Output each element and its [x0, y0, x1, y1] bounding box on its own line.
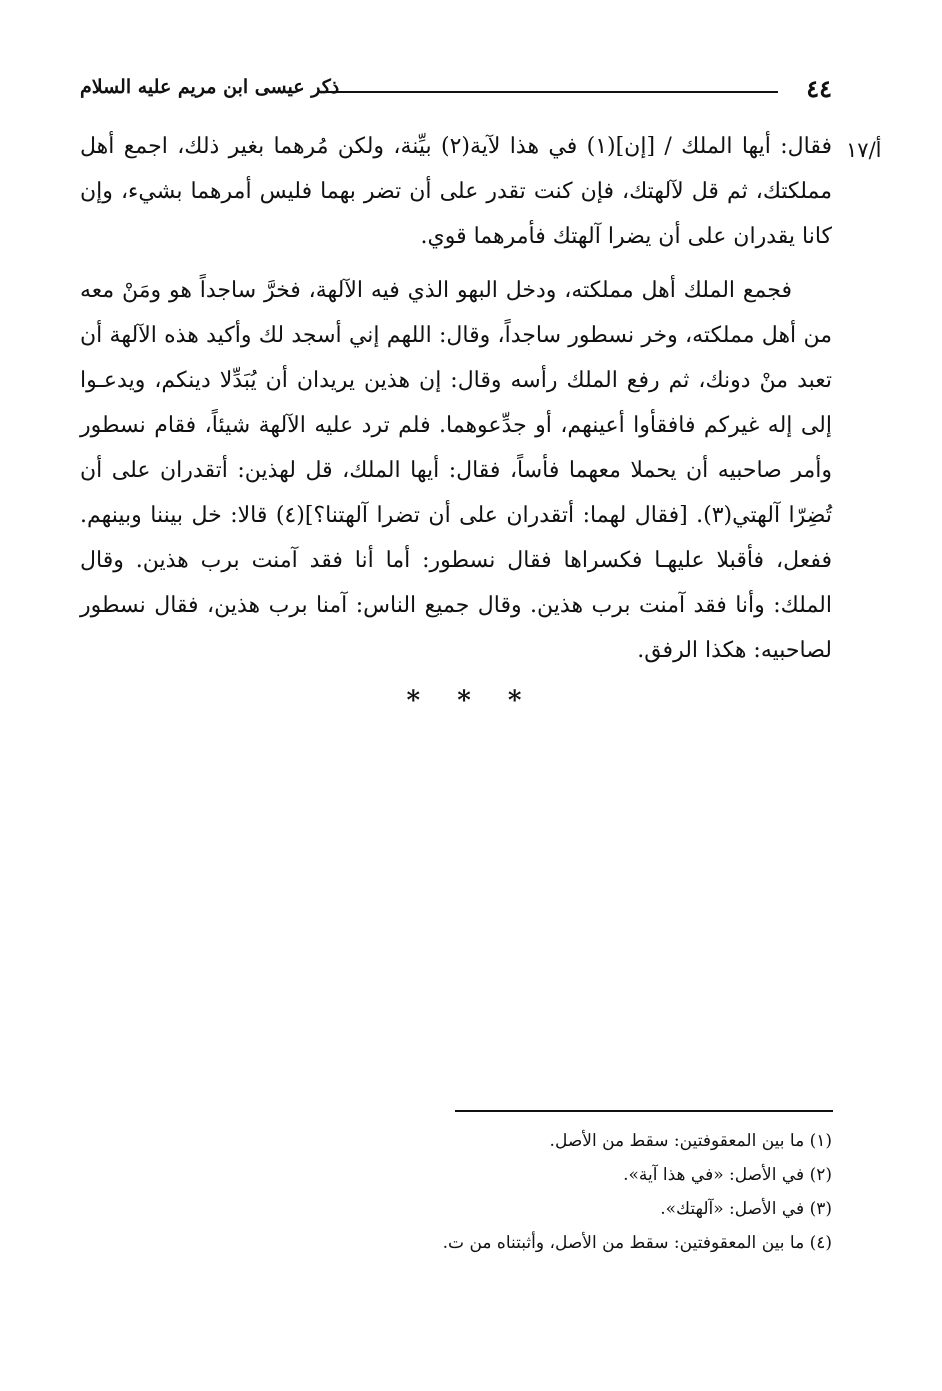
footnote-1: (١) ما بين المعقوفتين: سقط من الأصل.	[549, 1131, 832, 1151]
footnotes	[80, 1124, 832, 1260]
footnote-4: (٤) ما بين المعقوفتين: سقط من الأصل، وأثبتناه من ت.	[442, 1233, 832, 1253]
section-separator: * * *	[406, 686, 536, 716]
page-number: ٤٤	[806, 74, 832, 103]
footnote-rule	[455, 1110, 833, 1112]
page-header	[80, 74, 832, 104]
footnote-3: (٣) في الأصل: «آلهتك».	[660, 1199, 832, 1219]
running-title: ذكر عيسى ابن مريم عليه السلام	[80, 76, 340, 98]
paragraph-1: فقال: أيها الملك / [إن](١) في هذا لآية(٢) بيِّنة، ولكن مُرهما بغير ذلك، اجمع أهل مملكتك، ثم قل لآلهتك، فإن كنت تقدر على أن تضر بهما فليس أمرهما بشيء، وإن كانا يقدران على أن يضرا آلهتك فأمرهما قوي.	[80, 134, 832, 249]
paragraph-2: فجمع الملك أهل مملكته، ودخل البهو الذي فيه الآلهة، فخرَّ ساجداً هو ومَنْ معه من أهل مملكته، وخر نسطور ساجداً، وقال: اللهم إني أسجد لك وأكيد هذه الآلهة أن تعبد منْ دونك، ثم رفع الملك رأسه وقال: إن هذين يريدان أن يُبَدِّلا دينكم، ويدعـوا إلى إله غيركم فافقأوا أعينهم، أو جدِّعوهما. فلم ترد عليه الآلهة شيئاً، فقام نسطور وأمر صاحبيه أن يحملا معهما فأساً، فقال: أيها الملك، قل لهذين: أتقدران على أن تُضِرّا آلهتي(٣). [فقال لهما: أتقدران على أن تضرا آلهتنا؟](٤) قالا: خل بيننا وبينهم. ففعل، فأقبلا عليهـا فكسراها فقال نسطور: أما أنا فقد آمنت برب هذين. وقال الملك: وأنا فقد آمنت برب هذين. وقال جميع الناس: آمنا برب هذين، فقال نسطور لصاحبيه: هكذا الرفق.	[80, 278, 832, 663]
folio-marker: أ/١٧	[846, 138, 882, 162]
header-rule	[326, 91, 778, 93]
footnote-2: (٢) في الأصل: «في هذا آية».	[623, 1165, 832, 1185]
